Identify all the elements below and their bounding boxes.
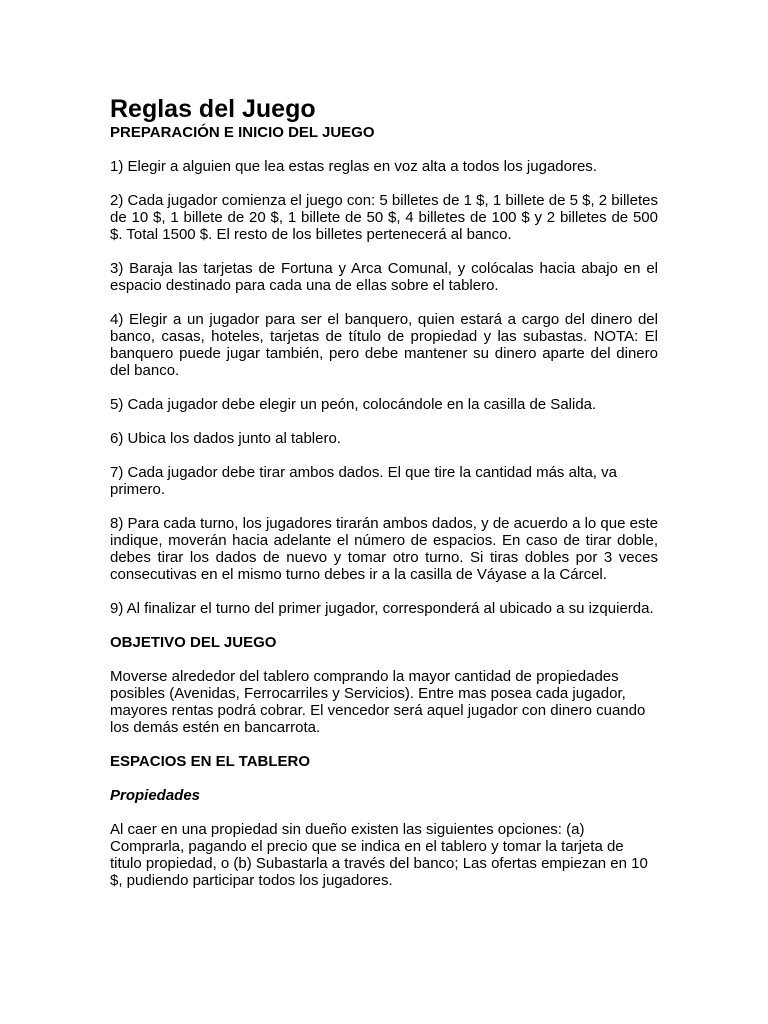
setup-step-3: 3) Baraja las tarjetas de Fortuna y Arca Comunal, y colócalas hacia abajo en el espacio destinado para cada una de ellas sobre el tablero. [110,260,658,294]
setup-step-4: 4) Elegir a un jugador para ser el banquero, quien estará a cargo del dinero del banco, casas, hoteles, tarjetas de título de propiedad y las subastas. NOTA: El banquero puede jugar también, pero debe mantener su dinero aparte del dinero del banco. [110,311,658,379]
properties-text: Al caer en una propiedad sin dueño existen las siguientes opciones: (a) Comprarla, pagando el precio que se indica en el tablero y tomar la tarjeta de titulo propiedad, o (b) Subastarla a través del banco; Las ofertas empiezan en 10 $, pudiendo participar todos los jugadores. [110,821,648,889]
objective-heading: OBJETIVO DEL JUEGO [110,634,277,651]
setup-step-7: 7) Cada jugador debe tirar ambos dados. El que tire la cantidad más alta, va primero. [110,464,617,498]
setup-step-2: 2) Cada jugador comienza el juego con: 5 billetes de 1 $, 1 billete de 5 $, 2 billetes de 10 $, 1 billete de 20 $, 1 billete de 50 $, 4 billetes de 100 $ y 2 billetes de 500 $. Total 1500 $. El resto de los billetes pertenecerá al banco. [110,192,658,243]
properties-heading: Propiedades [110,787,201,804]
document-page [110,94,658,889]
setup-section-heading: PREPARACIÓN E INICIO DEL JUEGO [110,124,375,141]
board-spaces-heading: ESPACIOS EN EL TABLERO [110,753,311,770]
setup-step-8: 8) Para cada turno, los jugadores tirarán ambos dados, y de acuerdo a lo que este indique, moverán hacia adelante el número de espacios. En caso de tirar doble, debes tirar los dados de nuevo y tomar otro turno. Si tiras dobles por 3 veces consecutivas en el mismo turno debes ir a la casilla de Váyase a la Cárcel. [110,515,658,583]
setup-step-9: 9) Al finalizar el turno del primer jugador, corresponderá al ubicado a su izquierda. [110,600,654,617]
setup-step-6: 6) Ubica los dados junto al tablero. [110,430,341,447]
objective-text: Moverse alrededor del tablero comprando la mayor cantidad de propiedades posibles (Avenidas, Ferrocarriles y Servicios). Entre mas posea cada jugador, mayores rentas podrá cobrar. El vencedor será aquel jugador con dinero cuando los demás estén en bancarrota. [110,668,646,736]
document-title: Reglas del Juego [110,95,316,123]
setup-step-1: 1) Elegir a alguien que lea estas reglas en voz alta a todos los jugadores. [110,158,597,175]
setup-step-5: 5) Cada jugador debe elegir un peón, colocándole en la casilla de Salida. [110,396,597,413]
